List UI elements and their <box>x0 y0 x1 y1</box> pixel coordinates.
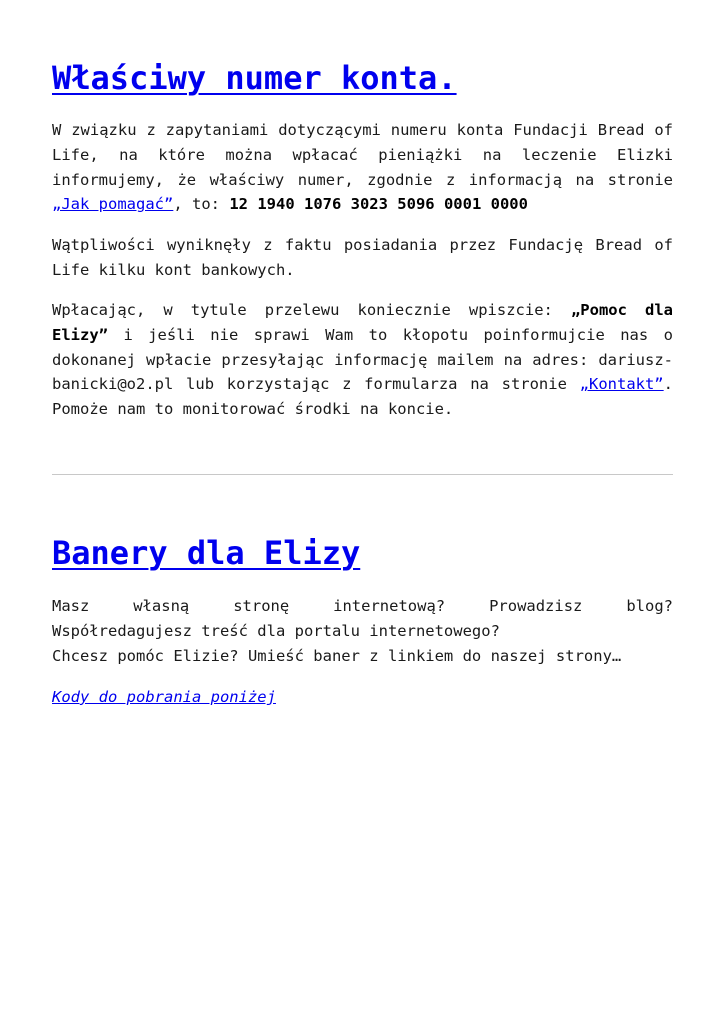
transfer-title: „Pomoc dla Elizy” <box>52 301 673 344</box>
post-paragraph <box>52 298 673 422</box>
paragraph-text: W związku z zapytaniami dotyczącymi numeru konta Fundacji Bread of Life, na które można wpłacać pieniążki na leczenie Elizki informujemy, że właściwy numer, zgodnie z informacją na stronie <box>52 121 673 189</box>
paragraph-text: . Pomoże nam to monitorować środki na koncie. <box>52 375 673 419</box>
kontakt-link[interactable]: „Kontakt” <box>579 375 664 394</box>
jak-pomagac-link[interactable]: „Jak pomagać” <box>52 195 174 214</box>
paragraph-line: Chcesz pomóc Elizie? Umieść baner z linkiem do naszej strony… <box>52 646 622 665</box>
post-title <box>52 533 360 573</box>
paragraph-line: Masz własną stronę internetową? Prowadzisz blog? <box>52 597 673 615</box>
post-paragraph <box>52 685 673 710</box>
paragraph-line: Współredagujesz treść dla portalu internetowego? <box>52 621 500 640</box>
paragraph-text: i jeśli nie sprawi Wam to kłopotu poinformujcie nas o dokonanej wpłacie przesyłając informację mailem na adres: dariusz-banicki@o2.pl lub korzystając z formularza na stronie <box>52 325 673 394</box>
post-title-link[interactable]: Właściwy numer konta. <box>52 59 457 97</box>
post-paragraph <box>52 594 673 668</box>
post-divider <box>52 474 673 475</box>
post-paragraph <box>52 118 673 217</box>
paragraph-text: , to: <box>173 195 230 214</box>
post-title <box>52 58 457 98</box>
account-number: 12 1940 1076 3023 5096 0001 0000 <box>229 195 528 214</box>
paragraph-text: Wpłacając, w tytule przelewu koniecznie wpiszcie: <box>52 301 571 319</box>
download-codes-link[interactable]: Kody do pobrania poniżej <box>52 688 276 706</box>
post-title-link[interactable]: Banery dla Elizy <box>52 534 361 572</box>
post-paragraph: Wątpliwości wyniknęły z faktu posiadania przez Fundację Bread of Life kilku kont bankowych. <box>52 236 673 279</box>
